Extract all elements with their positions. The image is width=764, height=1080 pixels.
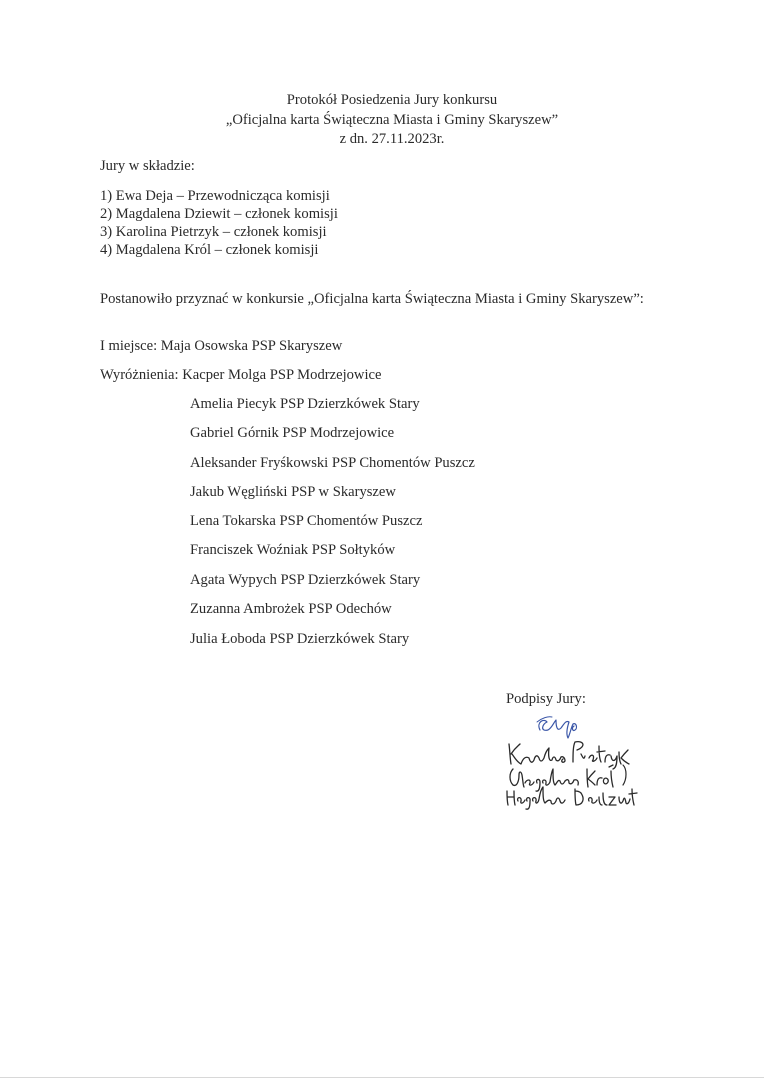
- decision-text: Postanowiło przyznać w konkursie „Oficjalna karta Świąteczna Miasta i Gminy Skaryszew”:: [100, 291, 644, 307]
- signature-magdalena-dziewit: [503, 783, 643, 811]
- honor-entry: Jakub Węgliński PSP w Skaryszew: [190, 484, 396, 500]
- date-line: z dn. 27.11.2023r.: [339, 131, 445, 147]
- first-place: I miejsce: Maja Osowska PSP Skaryszew: [100, 338, 343, 354]
- honors-label-text: Wyróżnienia:: [100, 367, 179, 383]
- honor-entry: Lena Tokarska PSP Chomentów Puszcz: [190, 513, 423, 529]
- signatures-label: Podpisy Jury:: [506, 691, 586, 707]
- scan-bottom-edge: [0, 1077, 764, 1078]
- honor-entry: Aleksander Fryśkowski PSP Chomentów Puszcz: [190, 455, 475, 471]
- honor-entry: Zuzanna Ambrożek PSP Odechów: [190, 601, 392, 617]
- honor-entry: Kacper Molga PSP Modrzejowice: [182, 367, 382, 383]
- honor-entry: Amelia Piecyk PSP Dzierzkówek Stary: [190, 396, 420, 412]
- jury-member: 3) Karolina Pietrzyk – członek komisji: [100, 224, 327, 240]
- jury-intro: Jury w składzie:: [100, 158, 195, 174]
- title-line-1: Protokół Posiedzenia Jury konkursu: [286, 92, 498, 108]
- honors-label: [100, 366, 381, 384]
- honor-entry: Agata Wypych PSP Dzierzkówek Stary: [190, 572, 421, 588]
- signature-ewa-deja: [530, 708, 600, 740]
- jury-member: 4) Magdalena Król – członek komisji: [100, 242, 319, 258]
- honor-entry: Julia Łoboda PSP Dzierzkówek Stary: [190, 631, 410, 647]
- honor-entry: Franciszek Woźniak PSP Sołtyków: [190, 542, 396, 558]
- jury-member: 1) Ewa Deja – Przewodnicząca komisji: [100, 188, 330, 204]
- title-line-2: „Oficjalna karta Świąteczna Miasta i Gminy Skaryszew”: [225, 112, 559, 128]
- honor-entry: Gabriel Górnik PSP Modrzejowice: [190, 425, 395, 441]
- jury-member: 2) Magdalena Dziewit – członek komisji: [100, 206, 338, 222]
